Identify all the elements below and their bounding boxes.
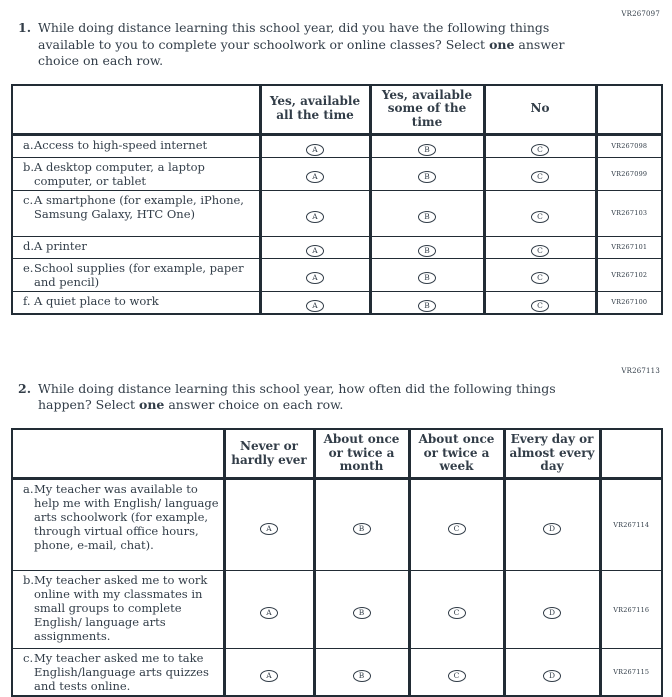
q2-row-b-cell-D: [504, 571, 600, 649]
q1-row-c: [12, 190, 662, 236]
row-label: My teacher asked me to work online with my classmates in small groups to complete English/ language arts assignments.: [34, 573, 208, 644]
question-2-block: [0, 315, 672, 697]
q2-row-a-option-C[interactable]: C: [448, 523, 466, 535]
q1-row-b-option-B[interactable]: B: [418, 171, 436, 183]
q1-row-c-option-B[interactable]: B: [418, 211, 436, 223]
question-1-text-before: While doing distance learning this school year, did you have the following things available to you to complete your schoolwork or online classes? Select: [38, 20, 550, 52]
q1-row-f-code: VR267100: [596, 291, 662, 314]
question-2-page-code: VR267113: [621, 366, 660, 375]
question-1-body: [38, 20, 578, 70]
q2-col-header-never: Never or hardly ever: [224, 429, 314, 479]
q1-row-a-label-cell: [12, 134, 260, 157]
q2-header-empty: [12, 429, 224, 479]
q2-row-c-cell-B: [314, 649, 409, 697]
q2-row-a-cell-C: [409, 479, 504, 571]
q2-row-c-cell-C: [409, 649, 504, 697]
q1-row-c-label-cell: [12, 190, 260, 236]
q2-row-c-option-A[interactable]: A: [260, 670, 278, 682]
q1-row-a-code: VR267098: [596, 134, 662, 157]
row-label: My teacher was available to help me with English/ language arts schoolwork (for example, through virtual office hours, phone, e-mail, chat).: [34, 482, 219, 553]
q1-row-f-label-cell: [12, 291, 260, 314]
q2-row-b-option-C[interactable]: C: [448, 607, 466, 619]
row-letter: e.: [23, 260, 34, 275]
row-letter: a.: [23, 482, 34, 497]
q1-row-a-cell-B: [370, 134, 484, 157]
q2-row-a-cell-D: [504, 479, 600, 571]
row-label: School supplies (for example, paper and pencil): [34, 260, 244, 289]
question-2-body: [38, 381, 578, 414]
row-letter: d.: [23, 238, 35, 253]
q1-header-row: [12, 85, 662, 135]
q1-row-a: [12, 134, 662, 157]
q1-col-header-yes-all: Yes, available all the time: [260, 85, 370, 135]
row-letter: a.: [23, 137, 34, 152]
q1-row-d-cell-B: [370, 236, 484, 258]
q2-col-header-month: About once or twice a month: [314, 429, 409, 479]
q2-row-b-option-B[interactable]: B: [353, 607, 371, 619]
question-1-number: 1.: [18, 20, 32, 35]
q2-row-a-option-D[interactable]: D: [543, 523, 561, 535]
question-1-bold-word: one: [489, 36, 515, 52]
q2-row-a-option-A[interactable]: A: [260, 523, 278, 535]
q2-row-b-cell-C: [409, 571, 504, 649]
q1-row-f-cell-C: [484, 291, 596, 314]
q1-header-empty: [12, 85, 260, 135]
q1-row-b-cell-A: [260, 157, 370, 190]
q1-row-d-code: VR267101: [596, 236, 662, 258]
q2-header-code-empty: [600, 429, 662, 479]
q2-row-b-option-D[interactable]: D: [543, 607, 561, 619]
q2-row-a-cell-B: [314, 479, 409, 571]
q1-row-a-option-C[interactable]: C: [531, 144, 549, 156]
q1-row-f: [12, 291, 662, 314]
q1-row-d-option-A[interactable]: A: [306, 245, 324, 257]
q2-row-b: [12, 571, 662, 649]
q1-table: [11, 84, 663, 315]
question-2-text: [18, 381, 672, 414]
q1-row-e-code: VR267102: [596, 258, 662, 291]
q1-row-b-option-C[interactable]: C: [531, 171, 549, 183]
q1-header-code-empty: [596, 85, 662, 135]
q2-col-header-week: About once or twice a week: [409, 429, 504, 479]
q1-row-b-cell-B: [370, 157, 484, 190]
q1-row-e-option-B[interactable]: B: [418, 272, 436, 284]
q2-row-c-code: VR267115: [600, 649, 662, 697]
row-label: My teacher asked me to take English/language arts quizzes and tests online.: [34, 651, 209, 694]
q2-row-c-option-C[interactable]: C: [448, 670, 466, 682]
row-letter: b.: [23, 573, 35, 588]
q1-row-d-option-C[interactable]: C: [531, 245, 549, 257]
q2-row-a-code: VR267114: [600, 479, 662, 571]
row-label: A quiet place to work: [34, 293, 159, 308]
row-label: Access to high-speed internet: [34, 137, 208, 152]
question-2-bold-word: one: [138, 397, 165, 413]
question-1-text: [18, 20, 672, 70]
q1-row-f-option-C[interactable]: C: [531, 300, 549, 312]
q2-row-c-cell-A: [224, 649, 314, 697]
q1-row-a-option-A[interactable]: A: [306, 144, 324, 156]
q1-row-c-cell-C: [484, 190, 596, 236]
q2-row-c-label-cell: [12, 649, 224, 697]
q1-row-e-option-A[interactable]: A: [306, 272, 324, 284]
q1-row-b-option-A[interactable]: A: [306, 171, 324, 183]
q1-row-e-cell-C: [484, 258, 596, 291]
q1-row-c-cell-A: [260, 190, 370, 236]
q2-col-header-every-day: Every day or almost every day: [504, 429, 600, 479]
row-letter: f.: [23, 293, 31, 308]
q1-row-b-label-cell: [12, 157, 260, 190]
q2-header-row: [12, 429, 662, 479]
q1-row-e-cell-B: [370, 258, 484, 291]
q2-row-c-option-D[interactable]: D: [543, 670, 561, 682]
q1-row-d-option-B[interactable]: B: [418, 245, 436, 257]
q2-row-a: [12, 479, 662, 571]
q2-row-c-cell-D: [504, 649, 600, 697]
q2-row-c: [12, 649, 662, 697]
question-2-number: 2.: [18, 380, 32, 396]
q1-row-b: [12, 157, 662, 190]
q1-row-e-option-C[interactable]: C: [531, 272, 549, 284]
row-label: A desktop computer, a laptop computer, or tablet: [34, 159, 205, 188]
q1-row-e: [12, 258, 662, 291]
q1-row-c-option-C[interactable]: C: [531, 211, 549, 223]
q1-row-d-cell-C: [484, 236, 596, 258]
question-2-text-after: answer choice on each row.: [164, 397, 344, 413]
question-1-text-after: answer choice on each row.: [38, 36, 565, 68]
row-letter: c.: [23, 651, 34, 666]
q1-row-d-cell-A: [260, 236, 370, 258]
q1-row-d-label-cell: [12, 236, 260, 258]
q1-row-f-cell-A: [260, 291, 370, 314]
q1-row-c-option-A[interactable]: A: [306, 211, 324, 223]
q1-row-c-code: VR267103: [596, 190, 662, 236]
row-letter: c.: [23, 192, 34, 207]
q1-row-e-cell-A: [260, 258, 370, 291]
row-label: A printer: [34, 238, 87, 253]
q1-row-b-code: VR267099: [596, 157, 662, 190]
q2-row-b-label-cell: [12, 571, 224, 649]
q1-row-a-option-B[interactable]: B: [418, 144, 436, 156]
question-2-text-before: While doing distance learning this school year, how often did the following things happen? Select: [38, 380, 556, 413]
q1-row-e-label-cell: [12, 258, 260, 291]
q2-row-b-cell-B: [314, 571, 409, 649]
q1-row-a-cell-A: [260, 134, 370, 157]
row-label: A smartphone (for example, iPhone, Samsung Galaxy, HTC One): [34, 192, 244, 221]
q1-row-c-cell-B: [370, 190, 484, 236]
q2-row-a-label-cell: [12, 479, 224, 571]
q1-row-f-option-A[interactable]: A: [306, 300, 324, 312]
q2-row-a-option-B[interactable]: B: [353, 523, 371, 535]
question-1-block: [0, 0, 672, 315]
q2-row-b-cell-A: [224, 571, 314, 649]
q1-row-f-option-B[interactable]: B: [418, 300, 436, 312]
q1-row-f-cell-B: [370, 291, 484, 314]
q2-row-b-code: VR267116: [600, 571, 662, 649]
q2-row-c-option-B[interactable]: B: [353, 670, 371, 682]
q1-col-header-no: No: [484, 85, 596, 135]
q1-row-d: [12, 236, 662, 258]
q1-row-b-cell-C: [484, 157, 596, 190]
q2-row-a-cell-A: [224, 479, 314, 571]
q1-row-a-cell-C: [484, 134, 596, 157]
row-letter: b.: [23, 159, 35, 174]
q2-row-b-option-A[interactable]: A: [260, 607, 278, 619]
question-1-page-code: VR267097: [621, 10, 660, 18]
q1-col-header-yes-some: Yes, available some of the time: [370, 85, 484, 135]
q2-table: [11, 428, 663, 697]
